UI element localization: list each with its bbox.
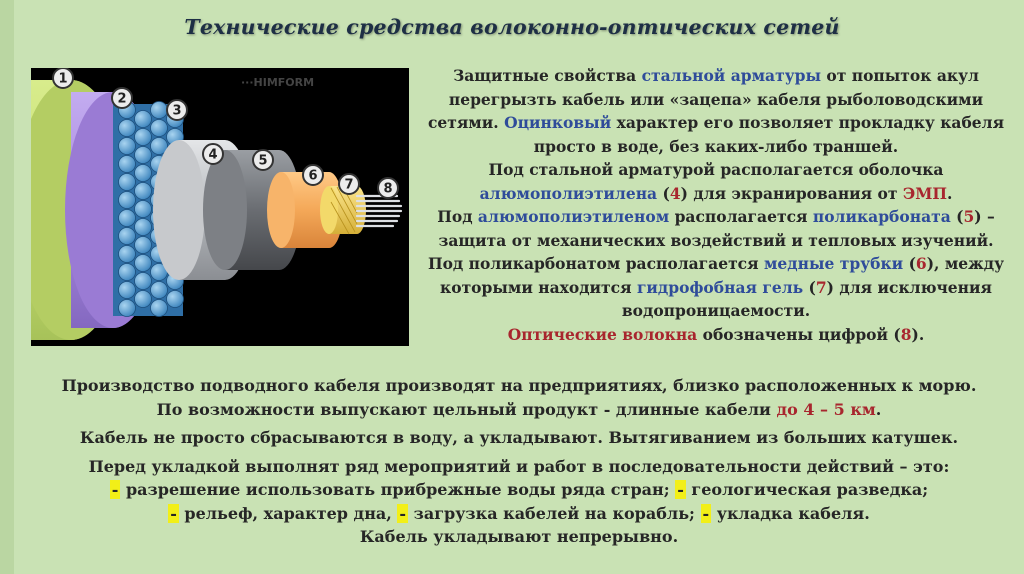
- armour-wire: [119, 210, 136, 227]
- armour-wire: [135, 237, 152, 254]
- figure-watermark: ···HIMFORM: [241, 76, 315, 89]
- armour-wire: [151, 300, 168, 317]
- callout-1: [53, 68, 73, 88]
- desc-paragraph-armour: Защитные свойства стальной арматуры от попыток акул перегрызть кабель или «зацепа» кабеля рыболоводскими сетями. Оцинковый характер его позволяет прокладку кабеля просто в воде, без каких-либо траншей.: [427, 66, 1005, 156]
- armour-wire: [119, 300, 136, 317]
- armour-wire: [119, 174, 136, 191]
- cable-description: [418, 64, 1014, 346]
- armour-wire: [119, 228, 136, 245]
- svg-text:1: 1: [58, 71, 68, 87]
- svg-text:5: 5: [258, 153, 268, 169]
- armour-wire: [135, 129, 152, 146]
- highlight-dash: -: [677, 480, 684, 499]
- svg-text:3: 3: [172, 103, 182, 119]
- armour-wire: [151, 282, 168, 299]
- cable-illustration: [31, 68, 409, 346]
- armour-wire: [135, 183, 152, 200]
- armour-wire: [151, 102, 168, 119]
- bottom-line-6: - рельеф, характер дна, - загрузка кабелей на корабль; - укладка кабеля.: [170, 503, 870, 523]
- armour-wire: [135, 219, 152, 236]
- armour-wire: [119, 264, 136, 281]
- svg-text:7: 7: [344, 177, 354, 193]
- callout-4: [203, 144, 223, 164]
- armour-wire: [135, 291, 152, 308]
- armour-wire: [135, 273, 152, 290]
- slide-title: Технические средства волоконно-оптических сетей: [184, 15, 840, 39]
- highlight-dash: -: [399, 503, 407, 523]
- highlight-dash: -: [170, 503, 177, 523]
- svg-text:6: 6: [308, 168, 318, 184]
- bottom-line-5: - разрешение использовать прибрежные воды ряда стран; - геологическая разведка;: [111, 480, 929, 499]
- bottom-line-1: Производство подводного кабеля производят на предприятиях, близко расположенных к морю.: [61, 376, 977, 395]
- desc-paragraph-layer8: Оптические волокна обозначены цифрой (8).: [507, 324, 925, 344]
- callout-5: [253, 150, 273, 170]
- callout-6: [303, 165, 323, 185]
- callout-2: [112, 88, 132, 108]
- callout-3: [167, 100, 187, 120]
- armour-wire: [119, 156, 136, 173]
- desc-paragraph-layer6-7: Под поликарбонатом располагается медные трубки (6), между которыми находится гидрофобная гель (7) для исключения водопроницаемости.: [427, 254, 1005, 320]
- armour-wire: [135, 111, 152, 128]
- svg-text:4: 4: [208, 147, 218, 163]
- bottom-line-7: Кабель укладывают непрерывно.: [359, 527, 679, 546]
- cable-layer-8-fibers: [357, 196, 401, 226]
- highlight-dash: -: [702, 503, 710, 523]
- callout-8: [378, 178, 398, 198]
- armour-wire: [119, 192, 136, 209]
- armour-wire: [135, 165, 152, 182]
- armour-wire: [167, 291, 184, 308]
- callout-7: [339, 174, 359, 194]
- desc-paragraph-layer5: Под алюмополиэтиленом располагается поликарбоната (5) – защита от механических воздействий и тепловых изучений.: [437, 207, 995, 250]
- armour-wire: [119, 246, 136, 263]
- armour-wire: [135, 201, 152, 218]
- bottom-line-3: Кабель не просто сбрасываются в воду, а укладывают. Вытягиванием из больших катушек.: [79, 428, 959, 447]
- desc-paragraph-layer4: Под стальной арматурой располагается оболочка алюмополиэтилена (4) для экранирования от ЭМП.: [479, 160, 953, 203]
- armour-wire: [119, 138, 136, 155]
- cable-cross-section-figure: [31, 68, 409, 346]
- armour-wire: [119, 120, 136, 137]
- armour-wire: [135, 147, 152, 164]
- bottom-line-2: По возможности выпускают цельный продукт - длинные кабели до 4 – 5 км.: [156, 399, 882, 419]
- svg-text:8: 8: [383, 181, 393, 197]
- highlight-dash: -: [111, 480, 119, 499]
- armour-wire: [151, 120, 168, 137]
- production-text: [14, 374, 1024, 549]
- armour-wire: [135, 255, 152, 272]
- bottom-line-4: Перед укладкой выполнят ряд мероприятий и работ в последовательности действий – это:: [88, 456, 950, 476]
- left-edge-strip: [0, 0, 14, 574]
- armour-wire: [119, 282, 136, 299]
- svg-text:2: 2: [117, 91, 127, 107]
